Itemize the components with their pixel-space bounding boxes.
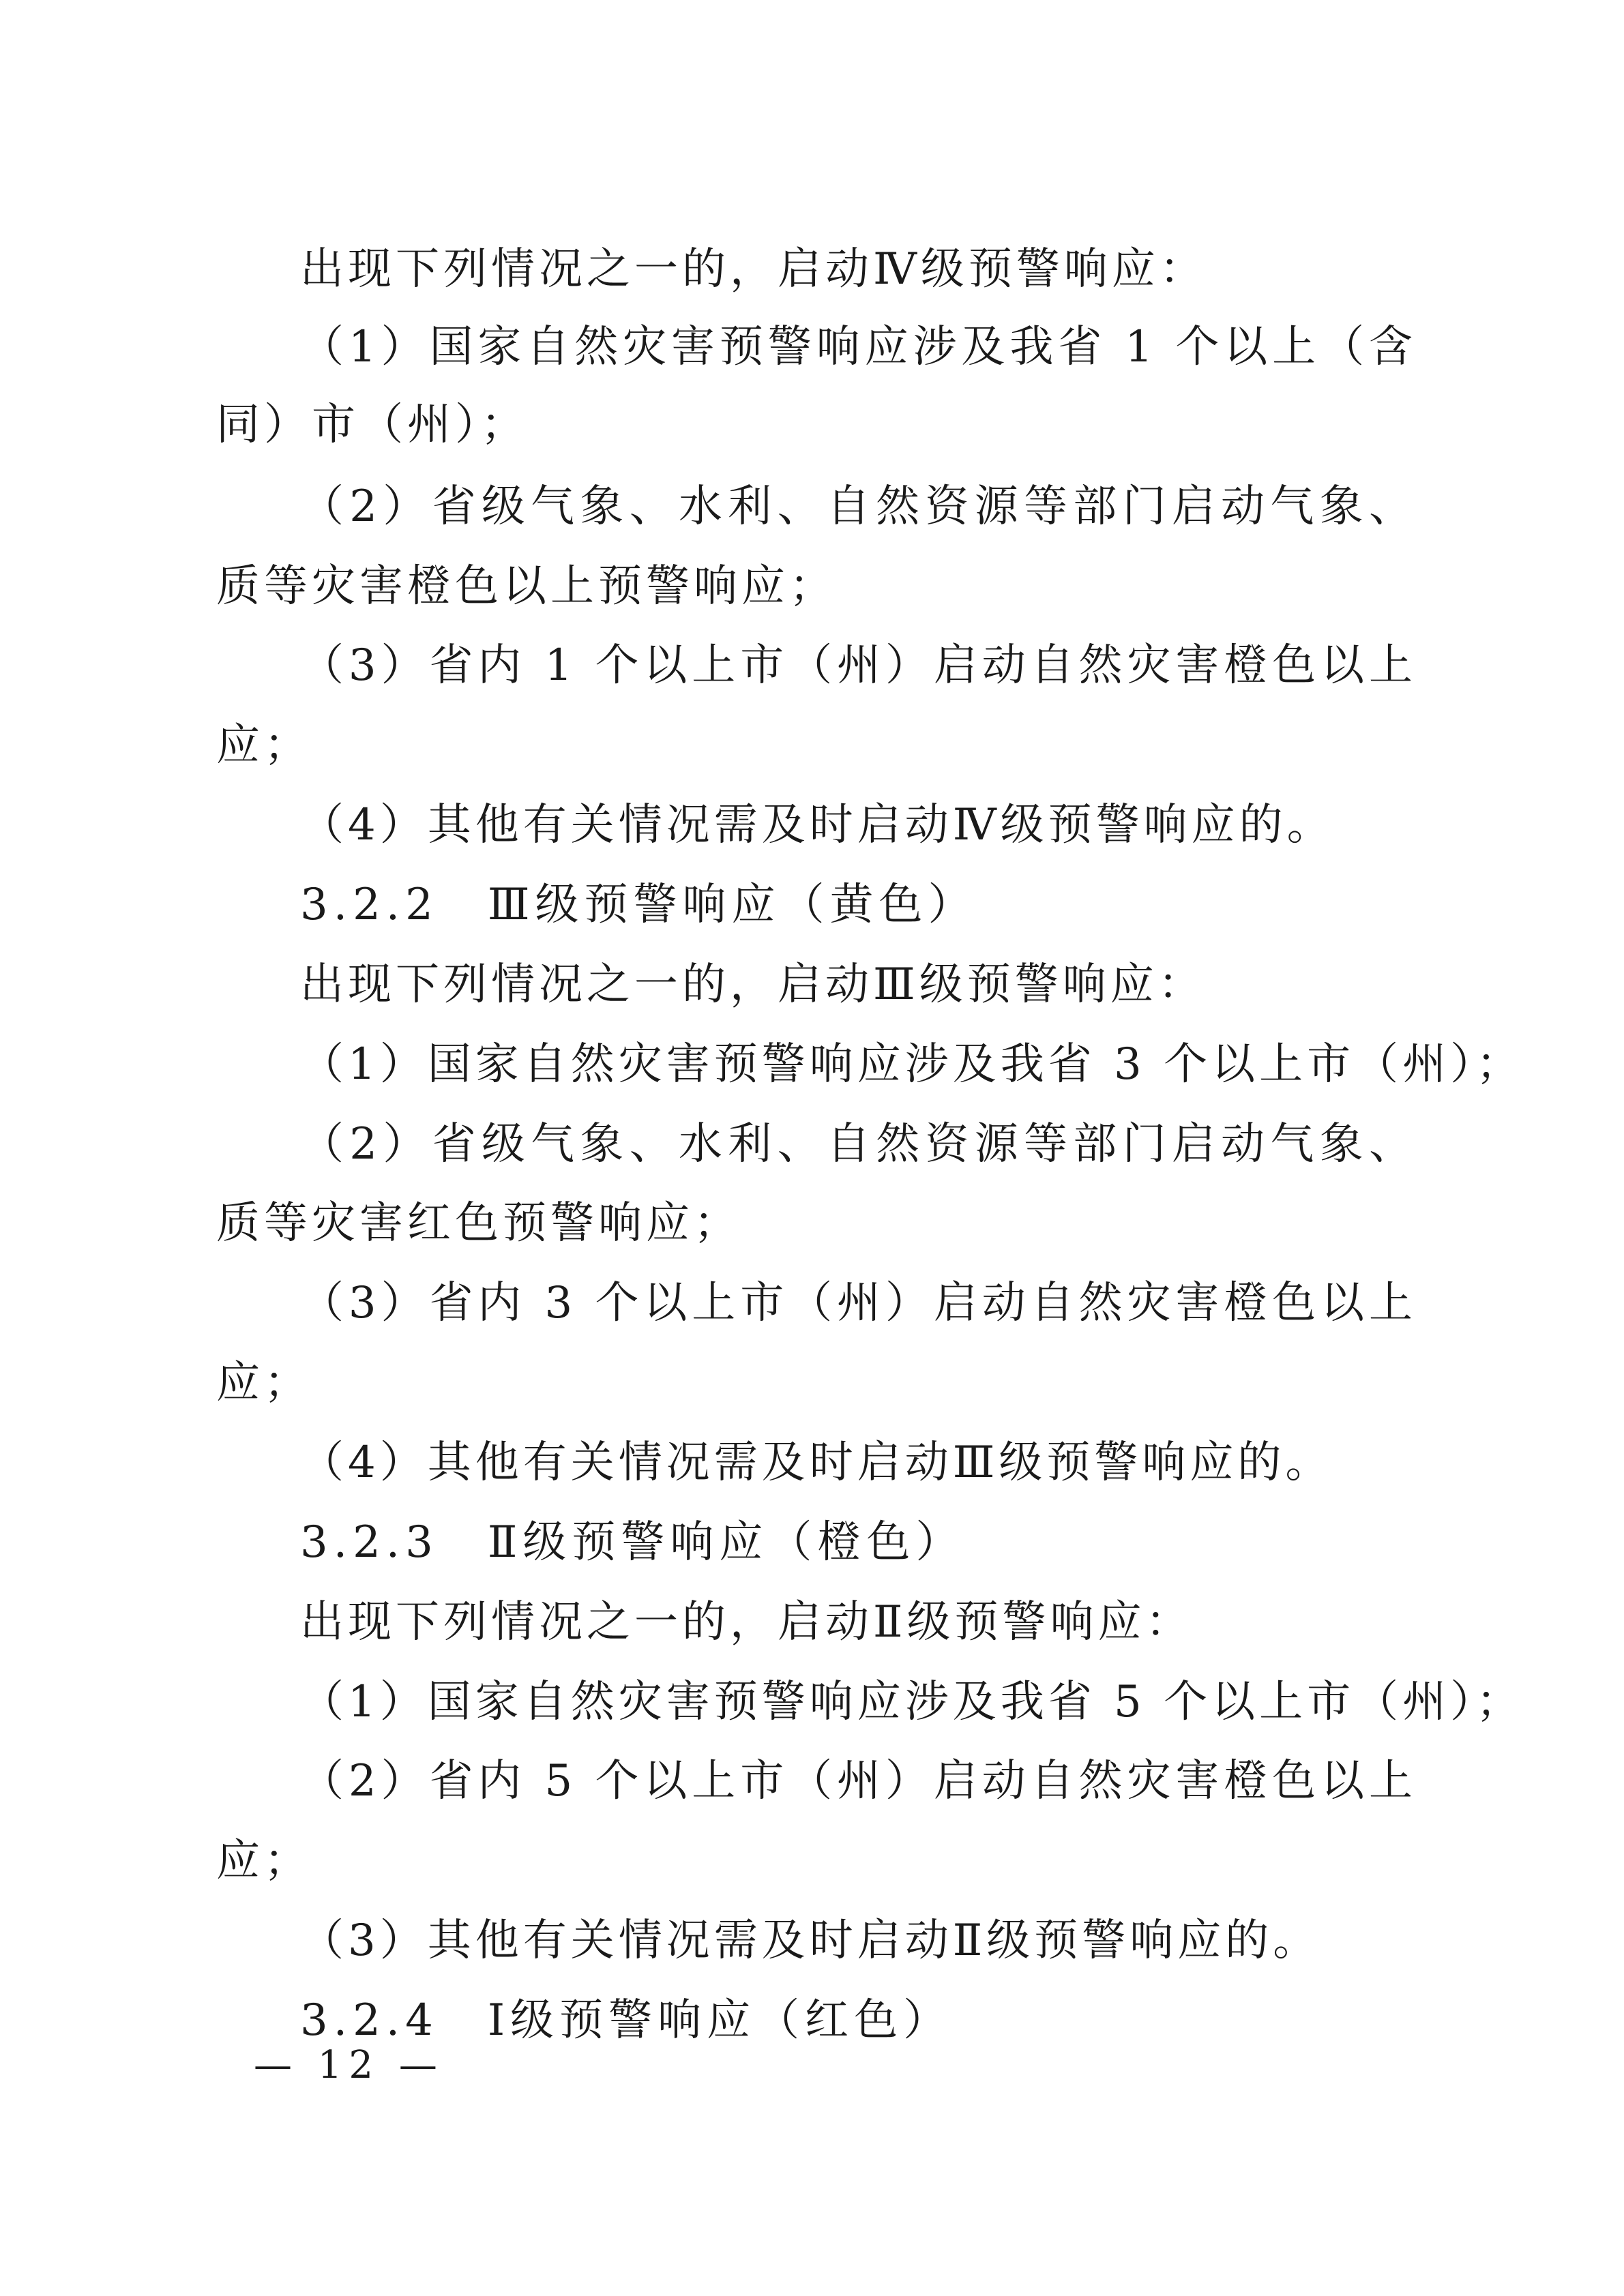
paragraph-iv-intro: 出现下列情况之一的，启动Ⅳ级预警响应： xyxy=(300,244,1207,295)
section-heading-3-2-3: 3.2.3 Ⅱ级预警响应（橙色） xyxy=(300,1517,965,1568)
paragraph-iii-item-3-cont: 应； xyxy=(216,1358,312,1408)
paragraph-iii-intro: 出现下列情况之一的，启动Ⅲ级预警响应： xyxy=(300,959,1206,1010)
paragraph-iv-item-3: （3）省内 1 个以上市（州）启动自然灾害橙色以上 xyxy=(300,640,1417,691)
paragraph-iii-item-4: （4）其他有关情况需及时启动Ⅲ级预警响应的。 xyxy=(300,1437,1333,1488)
paragraph-ii-item-1: （1）国家自然灾害预警响应涉及我省 5 个以上市（州）； xyxy=(300,1677,1524,1727)
section-heading-3-2-2: 3.2.2 Ⅲ级预警响应（黄色） xyxy=(300,880,977,930)
paragraph-iv-item-2-cont: 质等灾害橙色以上预警响应； xyxy=(216,561,837,612)
paragraph-iii-item-1: （1）国家自然灾害预警响应涉及我省 3 个以上市（州）； xyxy=(300,1039,1524,1090)
paragraph-ii-item-3: （3）其他有关情况需及时启动Ⅱ级预警响应的。 xyxy=(300,1915,1321,1966)
section-heading-3-2-4: 3.2.4 Ⅰ级预警响应（红色） xyxy=(300,1995,953,2046)
paragraph-iii-item-3: （3）省内 3 个以上市（州）启动自然灾害橙色以上 xyxy=(300,1278,1417,1328)
paragraph-iii-item-2-cont: 质等灾害红色预警响应； xyxy=(216,1198,741,1249)
paragraph-ii-item-2-cont: 应； xyxy=(216,1836,312,1886)
paragraph-iv-item-3-cont: 应； xyxy=(216,720,312,771)
paragraph-iv-item-1-cont: 同）市（州）； xyxy=(216,400,529,450)
paragraph-ii-item-2: （2）省内 5 个以上市（州）启动自然灾害橙色以上 xyxy=(300,1756,1417,1806)
paragraph-iv-item-4: （4）其他有关情况需及时启动Ⅳ级预警响应的。 xyxy=(300,800,1335,850)
page-number: — 12 — xyxy=(254,2043,444,2087)
paragraph-ii-intro: 出现下列情况之一的，启动Ⅱ级预警响应： xyxy=(300,1597,1194,1648)
paragraph-iv-item-2: （2）省级气象、水利、自然资源等部门启动气象、 xyxy=(300,481,1417,532)
paragraph-iv-item-1: （1）国家自然灾害预警响应涉及我省 1 个以上（含 xyxy=(300,322,1417,372)
paragraph-iii-item-2: （2）省级气象、水利、自然资源等部门启动气象、 xyxy=(300,1119,1417,1169)
